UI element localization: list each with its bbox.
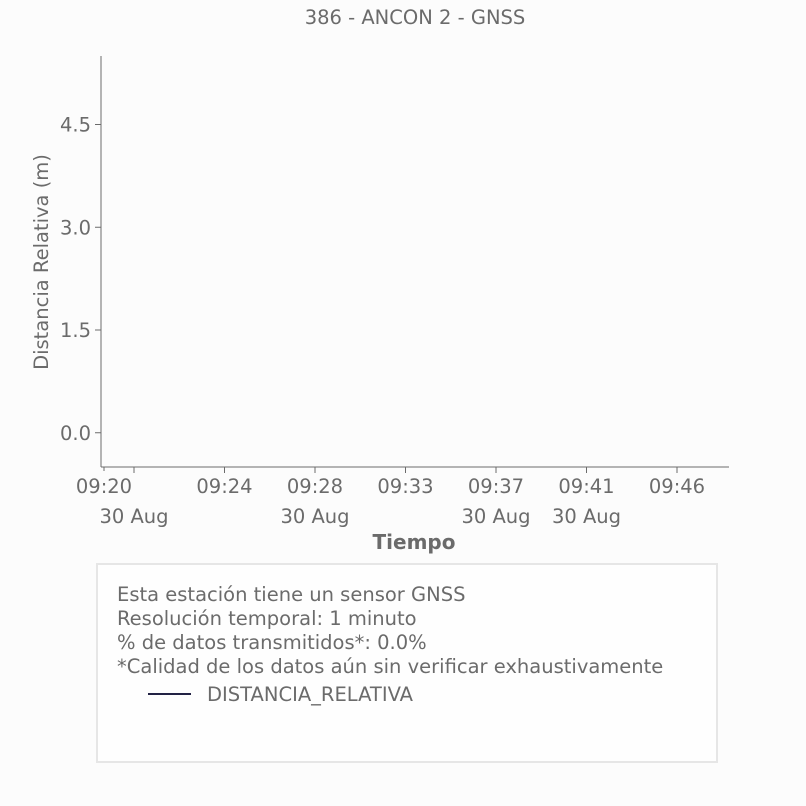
y-tick-label: 0.0 (59, 421, 91, 445)
x-tick-date-label: 30 Aug (551, 505, 622, 528)
info-transmitted: % de datos transmitidos*: 0.0% (117, 631, 427, 654)
legend-box (96, 563, 718, 763)
info-sensor: Esta estación tiene un sensor GNSS (117, 583, 466, 606)
y-tick-label: 1.5 (59, 319, 91, 342)
x-tick-label: 09:37 (467, 475, 525, 498)
y-axis-label: Distancia Relativa (m) (30, 154, 53, 370)
x-tick-label: 09:33 (377, 475, 434, 498)
x-tick-date-label: 30 Aug (280, 505, 350, 528)
x-tick-label: 09:24 (196, 475, 253, 498)
legend-line-swatch (148, 693, 191, 695)
y-tick-label: 4.5 (59, 113, 91, 137)
legend-label: DISTANCIA_RELATIVA (207, 682, 414, 706)
x-axis-label: Tiempo (372, 530, 456, 554)
legend-entry (148, 682, 413, 706)
x-tick-label: 09:28 (286, 475, 344, 498)
chart-title: 386 - ANCON 2 - GNSS (304, 6, 526, 29)
y-tick-label: 3.0 (59, 216, 91, 240)
x-tick-date-label: 30 Aug (99, 505, 169, 528)
x-tick-date-label: 30 Aug (461, 505, 531, 528)
x-tick-label: 09:20 (75, 475, 133, 498)
station-info (117, 583, 663, 679)
info-quality-note: *Calidad de los datos aún sin verificar exhaustivamente (117, 655, 664, 678)
x-tick-label: 09:41 (558, 475, 615, 498)
x-tick-label: 09:46 (648, 475, 706, 498)
info-resolution: Resolución temporal: 1 minuto (117, 607, 417, 630)
